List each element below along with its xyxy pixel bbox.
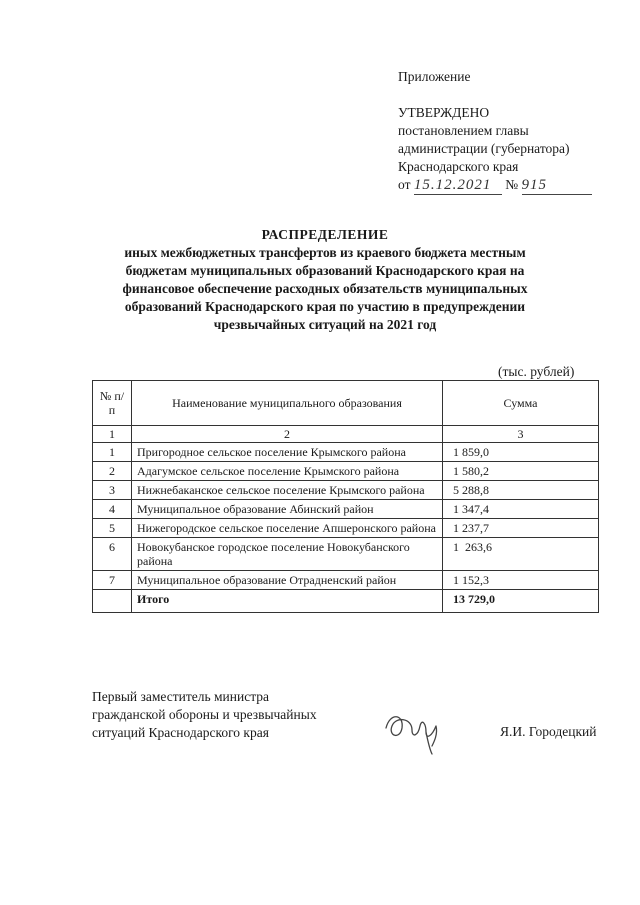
row-name: Новокубанское городское поселение Новокубанского района	[132, 538, 443, 571]
row-num: 6	[93, 538, 132, 571]
position-line-2: гражданской обороны и чрезвычайных	[92, 707, 317, 722]
unit-label: (тыс. рублей)	[498, 364, 575, 379]
row-sum: 1 152,3	[443, 571, 599, 590]
row-num: 3	[93, 481, 132, 500]
row-num: 1	[93, 443, 132, 462]
row-sum: 1 237,7	[443, 519, 599, 538]
column-number: 2	[132, 426, 443, 443]
document-title	[92, 226, 558, 334]
title-line-2: бюджетам муниципальных образований Краснодарского края на	[125, 263, 525, 278]
total-num-cell	[93, 590, 132, 613]
approval-line-1: постановлением главы	[398, 123, 529, 138]
approval-line-2: администрации (губернатора)	[398, 141, 570, 156]
header-name: Наименование муниципального образования	[132, 381, 443, 426]
table-row	[93, 519, 599, 538]
row-name: Нижегородское сельское поселение Апшеронского района	[132, 519, 443, 538]
position-line-3: ситуаций Краснодарского края	[92, 725, 269, 740]
row-sum: 1 263,6	[443, 538, 599, 571]
signature-position	[92, 688, 372, 742]
title-heading: РАСПРЕДЕЛЕНИЕ	[261, 227, 389, 242]
number-prefix: №	[505, 177, 519, 192]
approved-label: УТВЕРЖДЕНО	[398, 105, 490, 120]
date-prefix: от	[398, 177, 411, 192]
header-num: № п/п	[93, 381, 132, 426]
date-field	[414, 176, 502, 195]
column-number: 3	[443, 426, 599, 443]
date-number-line	[398, 176, 608, 195]
row-name: Адагумское сельское поселение Крымского района	[132, 462, 443, 481]
number-field	[522, 176, 592, 195]
table-row	[93, 462, 599, 481]
column-number-row	[93, 426, 599, 443]
row-name: Нижнебаканское сельское поселение Крымского района	[132, 481, 443, 500]
title-line-5: чрезвычайных ситуаций на 2021 год	[213, 317, 437, 332]
table-row	[93, 571, 599, 590]
row-num: 2	[93, 462, 132, 481]
position-line-1: Первый заместитель министра	[92, 689, 270, 704]
row-num: 4	[93, 500, 132, 519]
row-sum: 1 580,2	[443, 462, 599, 481]
signer-name: Я.И. Городецкий	[500, 724, 597, 739]
title-line-4: образований Краснодарского края по участию в предупреждении	[124, 299, 526, 314]
total-sum: 13 729,0	[443, 590, 599, 613]
title-line-3: финансовое обеспечение расходных обязательств муниципальных	[122, 281, 528, 296]
table-row	[93, 500, 599, 519]
total-row	[93, 590, 599, 613]
table-row	[93, 481, 599, 500]
row-num: 7	[93, 571, 132, 590]
total-label: Итого	[132, 590, 443, 613]
title-line-1: иных межбюджетных трансфертов из краевого бюджета местным	[124, 245, 526, 260]
row-name: Муниципальное образование Абинский район	[132, 500, 443, 519]
approval-block	[398, 68, 608, 195]
row-sum: 1 347,4	[443, 500, 599, 519]
row-name: Пригородное сельское поселение Крымского района	[132, 443, 443, 462]
column-number: 1	[93, 426, 132, 443]
approval-line-3: Краснодарского края	[398, 159, 519, 174]
appendix-label: Приложение	[398, 69, 471, 84]
date-value: 15.12.2021	[413, 177, 492, 193]
table-row	[93, 538, 599, 571]
distribution-table	[92, 380, 599, 613]
row-sum: 1 859,0	[443, 443, 599, 462]
table-row	[93, 443, 599, 462]
row-num: 5	[93, 519, 132, 538]
row-sum: 5 288,8	[443, 481, 599, 500]
handwritten-signature	[382, 706, 444, 756]
header-sum: Сумма	[443, 381, 599, 426]
table-header-row	[93, 381, 599, 426]
row-name: Муниципальное образование Отрадненский район	[132, 571, 443, 590]
number-value: 915	[521, 177, 547, 193]
